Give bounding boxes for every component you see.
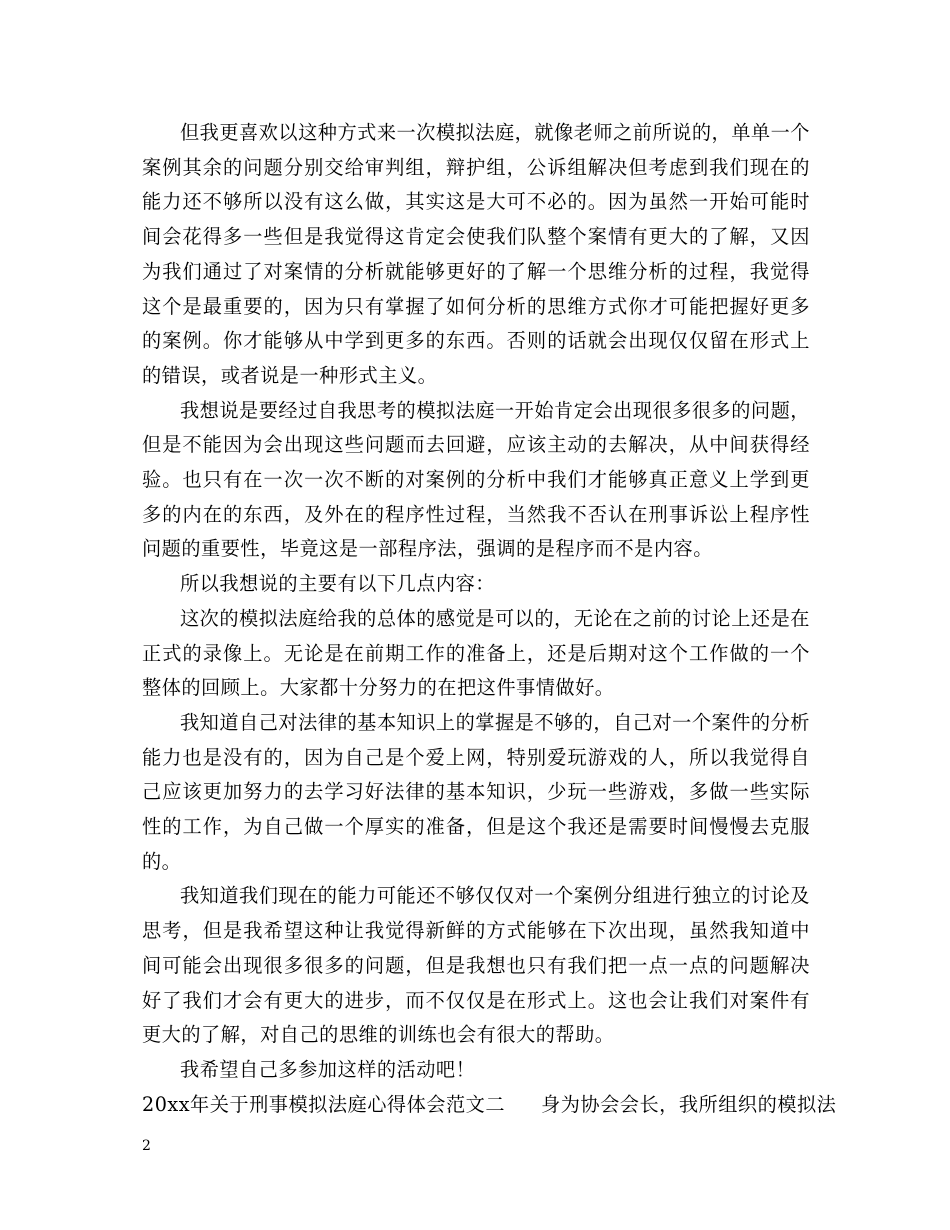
paragraph-7: 我希望自己多参加这样的活动吧！ (180, 1057, 476, 1081)
paragraph-2: 我想说是要经过自我思考的模拟法庭一开始肯定会出现很多很多的问题，但是不能因为会出现这些问题而去回避，应该主动的去解决，从中间获得经验。也只有在一次一次不断的对案例的分析中我们才能够真正意义上学到更多的内在的东西，及外在的程序性过程，当然我不否认在刑事诉讼上程序性问题的重要性，毕竟这是一部程序法，强调的是程序而不是内容。 (142, 398, 810, 561)
paragraph-6: 我知道我们现在的能力可能还不够仅仅对一个案例分组进行独立的讨论及思考，但是我希望这种让我觉得新鲜的方式能够在下次出现，虽然我知道中间可能会出现很多很多的问题，但是我想也只有我们把一点一点的问题解决好了我们才会有更大的进步，而不仅仅是在形式上。这也会让我们对案件有更大的了解，对自己的思维的训练也会有很大的帮助。 (142, 884, 810, 1047)
paragraph-5: 我知道自己对法律的基本知识上的掌握是不够的，自己对一个案件的分析能力也是没有的，因为自己是个爱上网，特别爱玩游戏的人，所以我觉得自己应该更加努力的去学习好法律的基本知识，少玩一些游戏，多做一些实际性的工作，为自己做一个厚实的准备，但是这个我还是需要时间慢慢去克服的。 (142, 710, 810, 873)
page-number: 2 (142, 1138, 151, 1154)
paragraph-3: 所以我想说的主要有以下几点内容： (180, 572, 495, 596)
next-article-heading: 20xx年关于刑事模拟法庭心得体会范文二 (142, 1092, 506, 1116)
next-article-line (142, 1088, 837, 1123)
paragraph-1: 但我更喜欢以这种方式来一次模拟法庭，就像老师之前所说的，单单一个案例其余的问题分别交给审判组，辩护组，公诉组解决但考虑到我们现在的能力还不够所以没有这么做，其实这是大可不必的。因为虽然一开始可能时间会花得多一些但是我觉得这肯定会使我们队整个案情有更大的了解，又因为我们通过了对案情的分析就能够更好的了解一个思维分析的过程，我觉得这个是最重要的，因为只有掌握了如何分析的思维方式你才可能把握好更多的案例。你才能够从中学到更多的东西。否则的话就会出现仅仅留在形式上的错误，或者说是一种形式主义。 (142, 121, 810, 387)
document-body (142, 116, 837, 1122)
paragraph-4: 这次的模拟法庭给我的总体的感觉是可以的，无论在之前的讨论上还是在正式的录像上。无论是在前期工作的准备上，还是后期对这个工作做的一个整体的回顾上。大家都十分努力的在把这件事情做好。 (142, 606, 810, 700)
next-article-first-sentence: 身为协会会长，我所组织的模拟法 (541, 1092, 837, 1116)
